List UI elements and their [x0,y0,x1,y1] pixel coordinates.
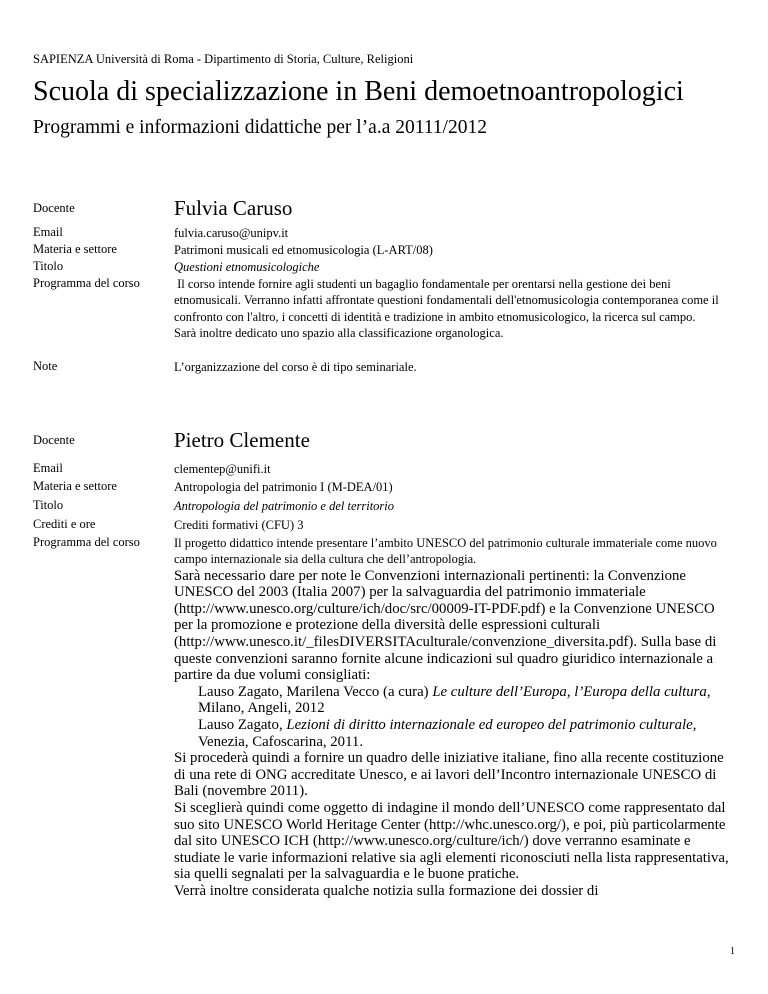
materia-value: Antropologia del patrimonio I (M-DEA/01) [174,480,393,494]
reference-2-title: Lezioni di diritto internazionale ed europeo del patrimonio culturale [286,716,693,733]
reference-1-publisher: , Milano, Angeli, 2012 [198,683,711,717]
titolo-value: Questioni etnomusicologiche [174,260,320,274]
note-label: Note [33,359,58,373]
programma-paragraph-4: Si sceglierà quindi come oggetto di indagine il mondo dell’UNESCO come rappresentato dal suo sito UNESCO World Heritage Center (http://whc.unesco.org/), e poi, più particolarmente dal sito UNESCO ICH (http://www.unesco.org/culture/ich/) dove verranno esaminate e studiate le varie informazioni relative sia agli elementi riconosciuti nella lista rappresentativa, sia quelli segnalati per la salvaguardia e le buone pratiche. [174,799,729,883]
programma-body [174,535,734,899]
lecturer-name: Fulvia Caruso [174,196,293,220]
lecturer-name: Pietro Clemente [174,428,310,452]
email-label: Email [33,461,63,475]
materia-label: Materia e settore [33,479,117,493]
school-title: Scuola di specializzazione in Beni demoetnoantropologici [33,76,684,107]
email-value: fulvia.caruso@unipv.it [174,226,289,240]
reference-1 [174,684,734,717]
programma-paragraph-5: Verrà inoltre considerata qualche notizia sulla formazione dei dossier di [174,882,599,899]
note-value: L’organizzazione del corso è di tipo seminariale. [174,360,417,374]
programma-label: Programma del corso [33,535,140,549]
document-subtitle: Programmi e informazioni didattiche per l’a.a 20111/2012 [33,117,487,138]
institution-header: SAPIENZA Università di Roma - Dipartimento di Storia, Culture, Religioni [33,52,414,66]
crediti-label: Crediti e ore [33,517,96,531]
programma-paragraph-2: Sarà necessario dare per note le Convenzioni internazionali pertinenti: la Convenzione UNESCO del 2003 (Italia 2007) per la salvaguardia del patrimonio immateriale (http://www.unesco.org/culture/ich/doc/src/00009-IT-PDF.pdf) e la Convenzione UNESCO per la promozione e protezione della diversità delle espressioni culturali (http://www.unesco.it/_filesDIVERSITAculturale/convenzione_diversita.pdf). Sulla base di queste convenzioni saranno fornite alcune indicazioni sul quadro giuridico internazionale a partire da due volumi consigliati: [174,567,717,684]
programma-paragraph-3: Si procederà quindi a fornire un quadro delle iniziative italiane, fino alla recente costituzione di una rete di ONG accreditate Unesco, e ai lavori dell’Incontro internazionale UNESCO di Bali (novembre 2011). [174,750,724,800]
reference-2 [174,717,734,750]
titolo-label: Titolo [33,259,64,273]
titolo-value: Antropologia del patrimonio e del territorio [174,499,395,513]
materia-value: Patrimoni musicali ed etnomusicologia (L-ART/08) [174,243,433,257]
programma-value: Il corso intende fornire agli studenti un bagaglio fondamentale per orentarsi nella gestione dei beni etnomusicali. Verranno infatti affrontate questioni fondamentali dell'etnomusicologia contemporanea come il confronto con l'altro, i concetti di identità e tradizione in ambito etnomusicologico, la ricerca sul campo. Sarà inoltre dedicato uno spazio alla classificazione organologica. [174,277,722,340]
docente-label: Docente [33,201,75,215]
docente-label: Docente [33,433,75,447]
materia-label: Materia e settore [33,242,117,256]
programma-label: Programma del corso [33,276,140,290]
reference-1-authors: Lauso Zagato, Marilena Vecco (a cura) [198,683,433,700]
page-number: 1 [730,946,735,957]
reference-1-title: Le culture dell’Europa, l’Europa della cultura [432,683,707,700]
reference-2-author: Lauso Zagato, [198,716,287,733]
crediti-value: Crediti formativi (CFU) 3 [174,518,304,532]
email-value: clementep@unifi.it [174,462,271,476]
email-label: Email [33,225,63,239]
programma-paragraph-1: Il progetto didattico intende presentare l’ambito UNESCO del patrimonio culturale immateriale come nuovo campo internazionale sia della cultura che dell’antropologia. [174,536,717,567]
reference-2-publisher: , Venezia, Cafoscarina, 2011. [198,716,697,750]
titolo-label: Titolo [33,498,64,512]
